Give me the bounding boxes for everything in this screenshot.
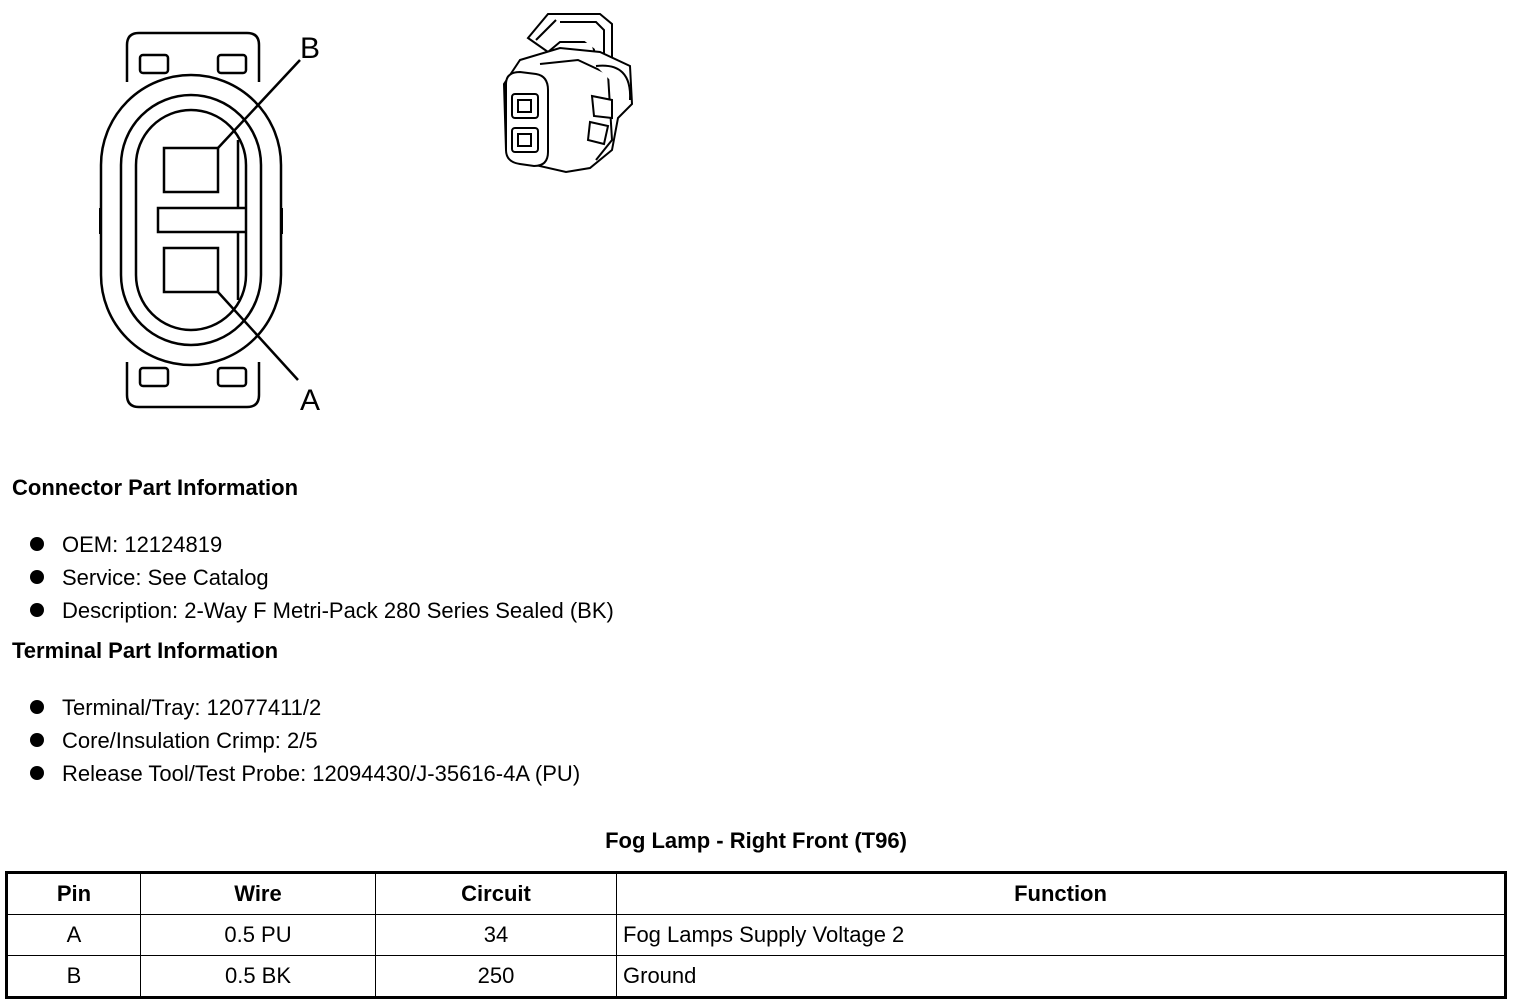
cell-wire: 0.5 BK <box>141 956 376 998</box>
header-function: Function <box>617 873 1506 915</box>
table-header-row <box>7 873 1506 915</box>
header-pin: Pin <box>7 873 141 915</box>
connector-diagram <box>0 0 1520 440</box>
list-item: Terminal/Tray: 12077411/2 <box>28 691 580 724</box>
terminal-part-info-list <box>28 691 580 790</box>
cell-function: Ground <box>617 956 1506 998</box>
header-circuit: Circuit <box>376 873 617 915</box>
list-item: Description: 2-Way F Metri-Pack 280 Series Sealed (BK) <box>28 594 614 627</box>
list-item: Release Tool/Test Probe: 12094430/J-35616-4A (PU) <box>28 757 580 790</box>
list-item: Core/Insulation Crimp: 2/5 <box>28 724 580 757</box>
cell-pin: B <box>7 956 141 998</box>
cell-wire: 0.5 PU <box>141 915 376 956</box>
connector-part-info-heading: Connector Part Information <box>12 475 299 500</box>
pinout-table <box>5 871 1507 999</box>
cell-circuit: 34 <box>376 915 617 956</box>
table-row <box>7 956 1506 998</box>
pin-label-b: B <box>300 32 321 65</box>
connector-face-view <box>99 33 300 407</box>
cell-pin: A <box>7 915 141 956</box>
connector-3d-view <box>504 14 632 172</box>
table-title: Fog Lamp - Right Front (T96) <box>605 828 907 853</box>
pin-label-a: A <box>300 384 321 417</box>
list-item: Service: See Catalog <box>28 561 614 594</box>
terminal-part-info-heading: Terminal Part Information <box>12 638 279 663</box>
cell-function: Fog Lamps Supply Voltage 2 <box>617 915 1506 956</box>
cell-circuit: 250 <box>376 956 617 998</box>
table-row <box>7 915 1506 956</box>
connector-part-info-list <box>28 528 614 627</box>
list-item: OEM: 12124819 <box>28 528 614 561</box>
header-wire: Wire <box>141 873 376 915</box>
